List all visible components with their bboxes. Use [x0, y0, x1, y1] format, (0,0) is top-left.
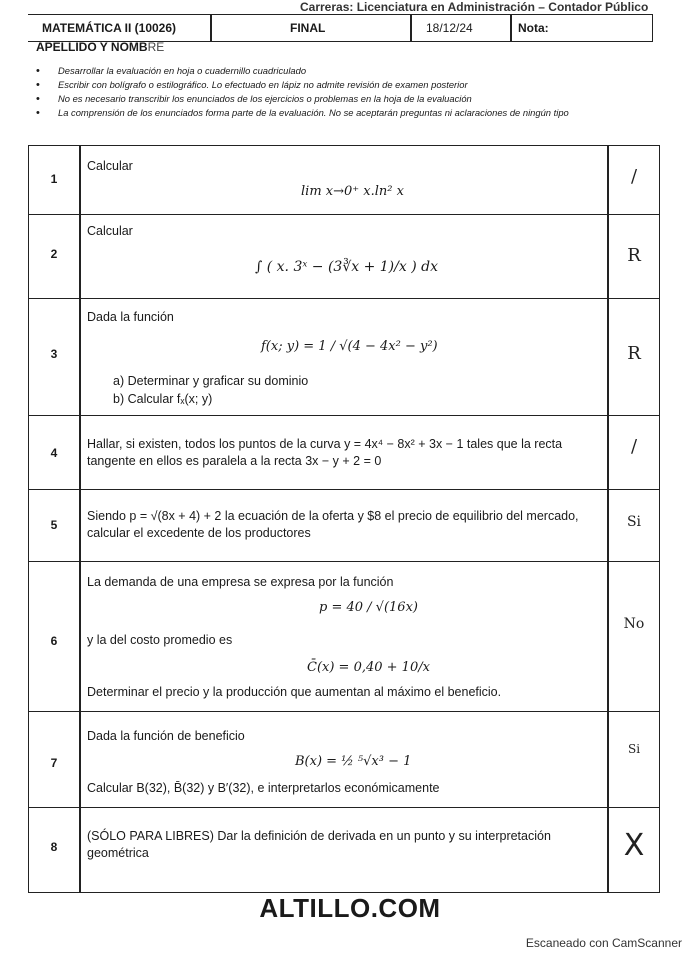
exercise-row-8: [29, 807, 659, 893]
student-name-label: APELLIDO Y NOMBRE: [36, 40, 165, 54]
handwritten-mark: Si: [627, 742, 641, 756]
instructions-list: [36, 64, 656, 120]
handwritten-mark: R: [627, 245, 641, 266]
grade-label: Nota:: [518, 21, 549, 35]
subject-title: MATEMÁTICA II (10026): [42, 21, 177, 35]
exercise-formula: ∫ ( x. 3ˣ − (3∛x + 1)/x ) dx: [255, 259, 438, 275]
exercise-number: 8: [50, 840, 58, 854]
instruction-item: • Escribir con bolígrafo o estilográfico. Lo efectuado en lápiz no admite revisión de examen posterior: [36, 78, 656, 92]
exercise-text: Calcular: [87, 224, 133, 238]
exercise-text: La demanda de una empresa se expresa por la función: [87, 575, 394, 589]
handwritten-mark: Si: [626, 514, 642, 530]
exercise-number: 5: [50, 518, 58, 532]
exercise-item: a) Determinar y graficar su dominio: [113, 374, 309, 388]
exam-date: 18/12/24: [426, 21, 473, 35]
exercise-row-7: [29, 711, 659, 808]
exercise-text: Dada la función de beneficio: [87, 729, 245, 743]
exercise-number: 1: [50, 172, 58, 186]
exercise-number: 6: [50, 634, 58, 648]
exercise-item: b) Calcular fₓ(x; y): [113, 392, 213, 406]
exercise-row-4: [29, 415, 659, 490]
careers-header: Carreras: Licenciatura en Administración – Contador Público: [300, 0, 649, 14]
exercise-row-6: [29, 561, 659, 712]
exercise-number: 3: [50, 347, 58, 361]
handwritten-mark: X: [623, 828, 645, 863]
exam-header: [28, 14, 653, 42]
exercise-formula: f(x; y) = 1 / √(4 − 4x² − y²): [261, 339, 438, 354]
exercise-text: Dada la función: [87, 310, 174, 324]
exercise-row-1: [29, 145, 659, 215]
exercise-formula-2: C̄(x) = 0,40 + 10/x: [307, 660, 430, 675]
exercise-text: (SÓLO PARA LIBRES) Dar la definición de derivada en un punto y su interpretación geométrica: [87, 829, 551, 860]
exam-type: FINAL: [290, 21, 326, 35]
exercise-row-5: [29, 489, 659, 562]
instruction-item: • Desarrollar la evaluación en hoja o cuadernillo cuadriculado: [36, 64, 656, 78]
exercise-text: Siendo p = √(8x + 4) + 2 la ecuación de la oferta y $8 el precio de equilibrio del mercado, calcular el excedente de los productores: [87, 509, 579, 540]
exercise-number: 7: [50, 756, 58, 770]
exercise-formula: B(x) = ½ ⁵√x³ − 1: [295, 754, 412, 769]
site-watermark: ALTILLO.COM: [259, 893, 441, 923]
scanner-credit: Escaneado con CamScanner: [525, 936, 682, 950]
exercise-text-2: y la del costo promedio es: [87, 633, 233, 647]
handwritten-mark: /: [630, 166, 638, 187]
exercise-text-2: Calcular B(32), B̄(32) y B′(32), e interpretarlos económicamente: [87, 781, 440, 795]
exercise-text-3: Determinar el precio y la producción que aumentan al máximo el beneficio.: [87, 685, 502, 699]
exercise-row-2: [29, 214, 659, 299]
exercise-formula: lim x→0⁺ x.ln² x: [301, 184, 404, 199]
handwritten-mark: No: [623, 616, 645, 632]
instruction-item: • La comprensión de los enunciados forma parte de la evaluación. No se aceptarán preguntas ni aclaraciones de ningún tipo: [36, 106, 656, 120]
exercise-number: 2: [50, 247, 58, 261]
handwritten-mark: /: [630, 436, 638, 457]
exercise-formula: p = 40 / √(16x): [319, 600, 418, 615]
exercise-number: 4: [50, 446, 58, 460]
exercise-table: [28, 145, 660, 893]
instruction-item: • No es necesario transcribir los enunciados de los ejercicios o problemas en la hoja de la evaluación: [36, 92, 656, 106]
exercise-text: Calcular: [87, 159, 133, 173]
handwritten-mark: R: [627, 343, 641, 364]
exercise-row-3: [29, 298, 659, 416]
exercise-text: Hallar, si existen, todos los puntos de la curva y = 4x⁴ − 8x² + 3x − 1 tales que la recta tangente en ellos es paralela a la recta 3x − y + 2 = 0: [87, 437, 563, 468]
